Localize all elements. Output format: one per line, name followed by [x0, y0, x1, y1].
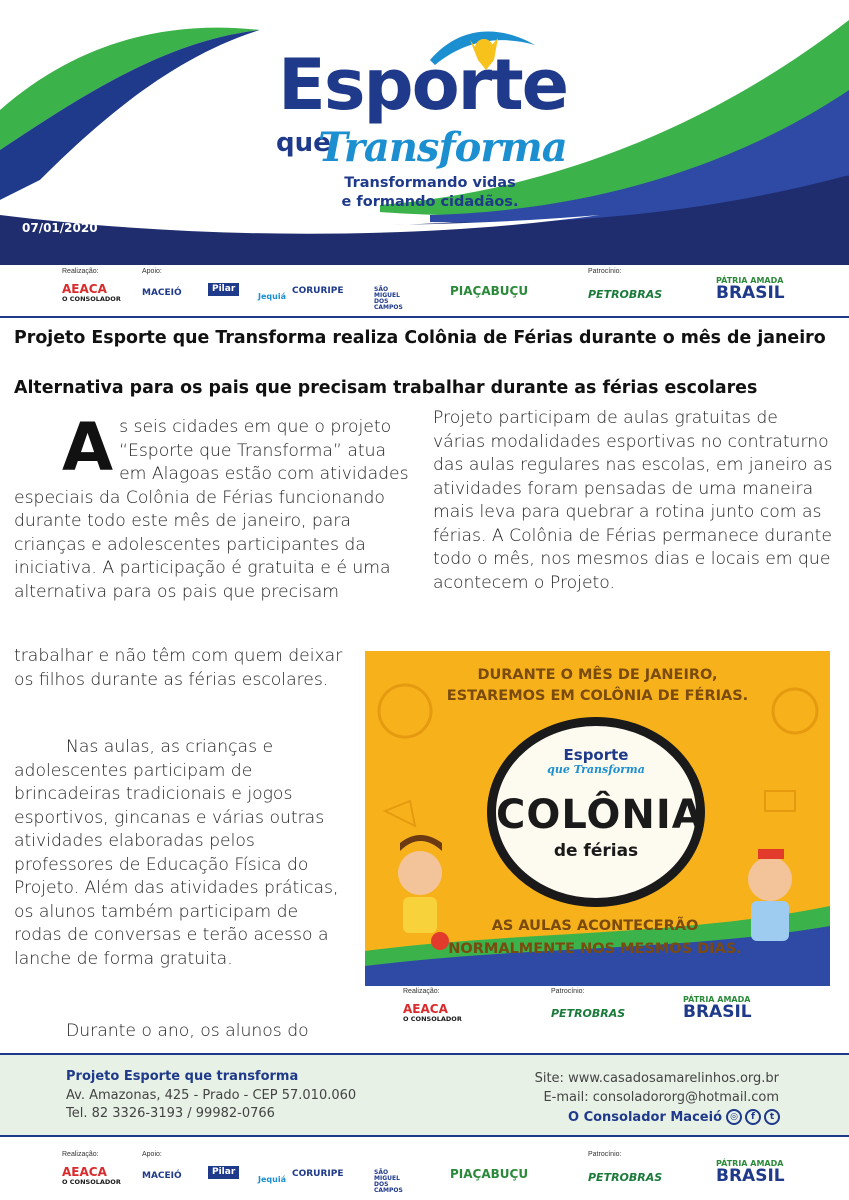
colonia-de-ferias-poster	[365, 651, 830, 986]
poster-brasil-logo	[683, 996, 752, 1021]
contact-footer	[0, 1053, 849, 1137]
article-paragraph-2	[14, 736, 344, 971]
paragraph-1-text: s seis cidades em que o projeto “Esporte que Transforma” atua em Alagoas estão com atividades especiais da Colônia de Férias funcionando durante todo este mês de janeiro, para crianças e adolescentes participantes da iniciativa. A participação é gratuita e é uma alternativa para os pais que precisam	[14, 417, 409, 602]
petrobras-logo: PETROBRAS	[588, 288, 663, 301]
contact-site-link[interactable]: Site: www.casadosamarelinhos.org.br	[534, 1071, 779, 1086]
poster-logo-esporte: Esporte	[563, 746, 629, 764]
page-header	[0, 0, 849, 265]
contact-title: Projeto Esporte que transforma	[66, 1069, 299, 1084]
contact-address: Av. Amazonas, 425 - Prado - CEP 57.010.060	[66, 1088, 357, 1103]
realizacao-label: Realização:	[62, 268, 99, 275]
aeaca-logo-text: AEACA	[62, 282, 107, 296]
consolador-logo-text-bottom: O CONSOLADOR	[62, 1178, 121, 1186]
poster-patria-text: PÁTRIA AMADA	[683, 995, 751, 1004]
divider	[0, 316, 849, 318]
tagline-line-1: Transformando vidas	[344, 175, 516, 191]
poster-bottom-text	[425, 915, 765, 961]
poster-top-line-2: ESTAREMOS EM COLÔNIA DE FÉRIAS.	[446, 688, 749, 704]
aeaca-logo	[62, 280, 121, 303]
poster-petrobras-logo: PETROBRAS	[551, 1007, 626, 1020]
twitter-icon[interactable]: t	[764, 1109, 780, 1125]
coruripe-logo-bottom: CORURIPE	[292, 1169, 344, 1179]
poster-badge	[487, 717, 705, 907]
coruripe-logo: CORURIPE	[292, 286, 344, 296]
poster-consolador-text: O CONSOLADOR	[403, 1015, 462, 1023]
poster-aeaca-text: AEACA	[403, 1002, 448, 1016]
patrocinio-label: Patrocínio:	[588, 268, 622, 275]
patria-amada-text-bottom: PÁTRIA AMADA	[716, 1159, 784, 1168]
poster-realizacao-label: Realização:	[403, 988, 440, 995]
poster-aeaca-logo	[403, 1000, 462, 1023]
sponsor-strip-bottom	[0, 1148, 849, 1200]
instagram-icon[interactable]: ◎	[726, 1109, 742, 1125]
poster-colonia-title: COLÔNIA	[496, 792, 704, 838]
jequia-logo: Jequiá	[258, 292, 286, 301]
sponsor-strip-top	[0, 265, 849, 317]
patria-amada-brasil-logo-bottom	[716, 1160, 785, 1185]
poster-bottom-line-2: NORMALMENTE NOS MESMOS DIAS.	[448, 941, 742, 957]
paragraph-1b-text: trabalhar e não têm com quem deixar os filhos durante as férias escolares.	[14, 646, 343, 690]
maceio-logo-bottom: MACEIÓ	[142, 1171, 182, 1181]
brasil-text-bottom: BRASIL	[716, 1166, 785, 1186]
realizacao-label-bottom: Realização:	[62, 1151, 99, 1158]
pilar-logo: Pilar	[208, 283, 239, 296]
sao-miguel-logo: SÃO MIGUEL DOS CAMPOS	[374, 286, 403, 311]
article-right-column	[433, 407, 833, 595]
poster-bottom-line-1: AS AULAS ACONTECERÃO	[491, 918, 699, 934]
contact-email-link[interactable]: E-mail: consoladororg@hotmail.com	[543, 1090, 779, 1105]
poster-brasil-text: BRASIL	[683, 1002, 752, 1022]
pilar-logo-bottom: Pilar	[208, 1166, 239, 1179]
patrocinio-label-bottom: Patrocínio:	[588, 1151, 622, 1158]
right-column-text: Projeto participam de aulas gratuitas de várias modalidades esportivas no contraturno das aulas regulares nas escolas, em janeiro as atividades foram pensadas de uma maneira mais leva para quebrar a rotina junto com as férias. A Colônia de Férias permanece durante todo o mês, nos mesmos dias e locais em que acontecem o Projeto.	[433, 408, 833, 593]
poster-sponsor-footer	[365, 986, 830, 1034]
article-paragraph-1-continued	[14, 645, 344, 692]
piacabucu-logo-bottom: PIAÇABUÇU	[450, 1167, 529, 1181]
poster-patrocinio-label: Patrocínio:	[551, 988, 585, 995]
consolador-logo-text: O CONSOLADOR	[62, 295, 121, 303]
drop-cap: A	[62, 409, 114, 486]
petrobras-logo-bottom: PETROBRAS	[588, 1171, 663, 1184]
article-subhead: Alternativa para os pais que precisam trabalhar durante as férias escolares	[14, 378, 758, 398]
maceio-logo: MACEIÓ	[142, 288, 182, 298]
contact-phone: Tel. 82 3326-3193 / 99982-0766	[66, 1106, 275, 1121]
article-headline: Projeto Esporte que Transforma realiza Colônia de Férias durante o mês de janeiro	[14, 328, 826, 348]
apoio-label-bottom: Apoio:	[142, 1151, 162, 1158]
apoio-label: Apoio:	[142, 268, 162, 275]
poster-logo-transforma: que Transforma	[547, 763, 645, 776]
article-paragraph-1	[14, 409, 410, 604]
facebook-icon[interactable]: f	[745, 1109, 761, 1125]
jequia-logo-bottom: Jequiá	[258, 1175, 286, 1184]
logo-transforma-text: Transforma	[318, 124, 567, 171]
patria-amada-brasil-logo	[716, 277, 785, 302]
tagline	[340, 174, 520, 212]
sao-miguel-logo-bottom: SÃO MIGUEL DOS CAMPOS	[374, 1169, 403, 1194]
poster-top-text	[365, 665, 830, 707]
brasil-text: BRASIL	[716, 283, 785, 303]
paragraph-3-text: Durante o ano, os alunos do	[66, 1021, 309, 1041]
tagline-line-2: e formando cidadãos.	[341, 194, 519, 210]
poster-ferias-subtitle: de férias	[553, 841, 639, 861]
aeaca-logo-bottom	[62, 1163, 121, 1186]
logo-esporte-text: Esporte	[278, 44, 568, 126]
article-paragraph-3	[66, 1020, 356, 1044]
patria-amada-text: PÁTRIA AMADA	[716, 276, 784, 285]
poster-top-line-1: DURANTE O MÊS DE JANEIRO,	[477, 667, 718, 683]
contact-consolador: O Consolador Maceió	[568, 1110, 722, 1125]
aeaca-logo-text-bottom: AEACA	[62, 1165, 107, 1179]
logo-que-text: que	[276, 128, 331, 158]
issue-date: 07/01/2020	[22, 221, 98, 235]
paragraph-2-text: Nas aulas, as crianças e adolescentes participam de brincadeiras tradicionais e jogos esportivos, gincanas e várias outras atividades elaboradas pelos professores de Educação Física do Projeto. Além das atividades práticas, os alunos também participam de rodas de conversas e terão acesso a lanche de forma gratuita.	[14, 737, 339, 969]
piacabucu-logo: PIAÇABUÇU	[450, 284, 529, 298]
